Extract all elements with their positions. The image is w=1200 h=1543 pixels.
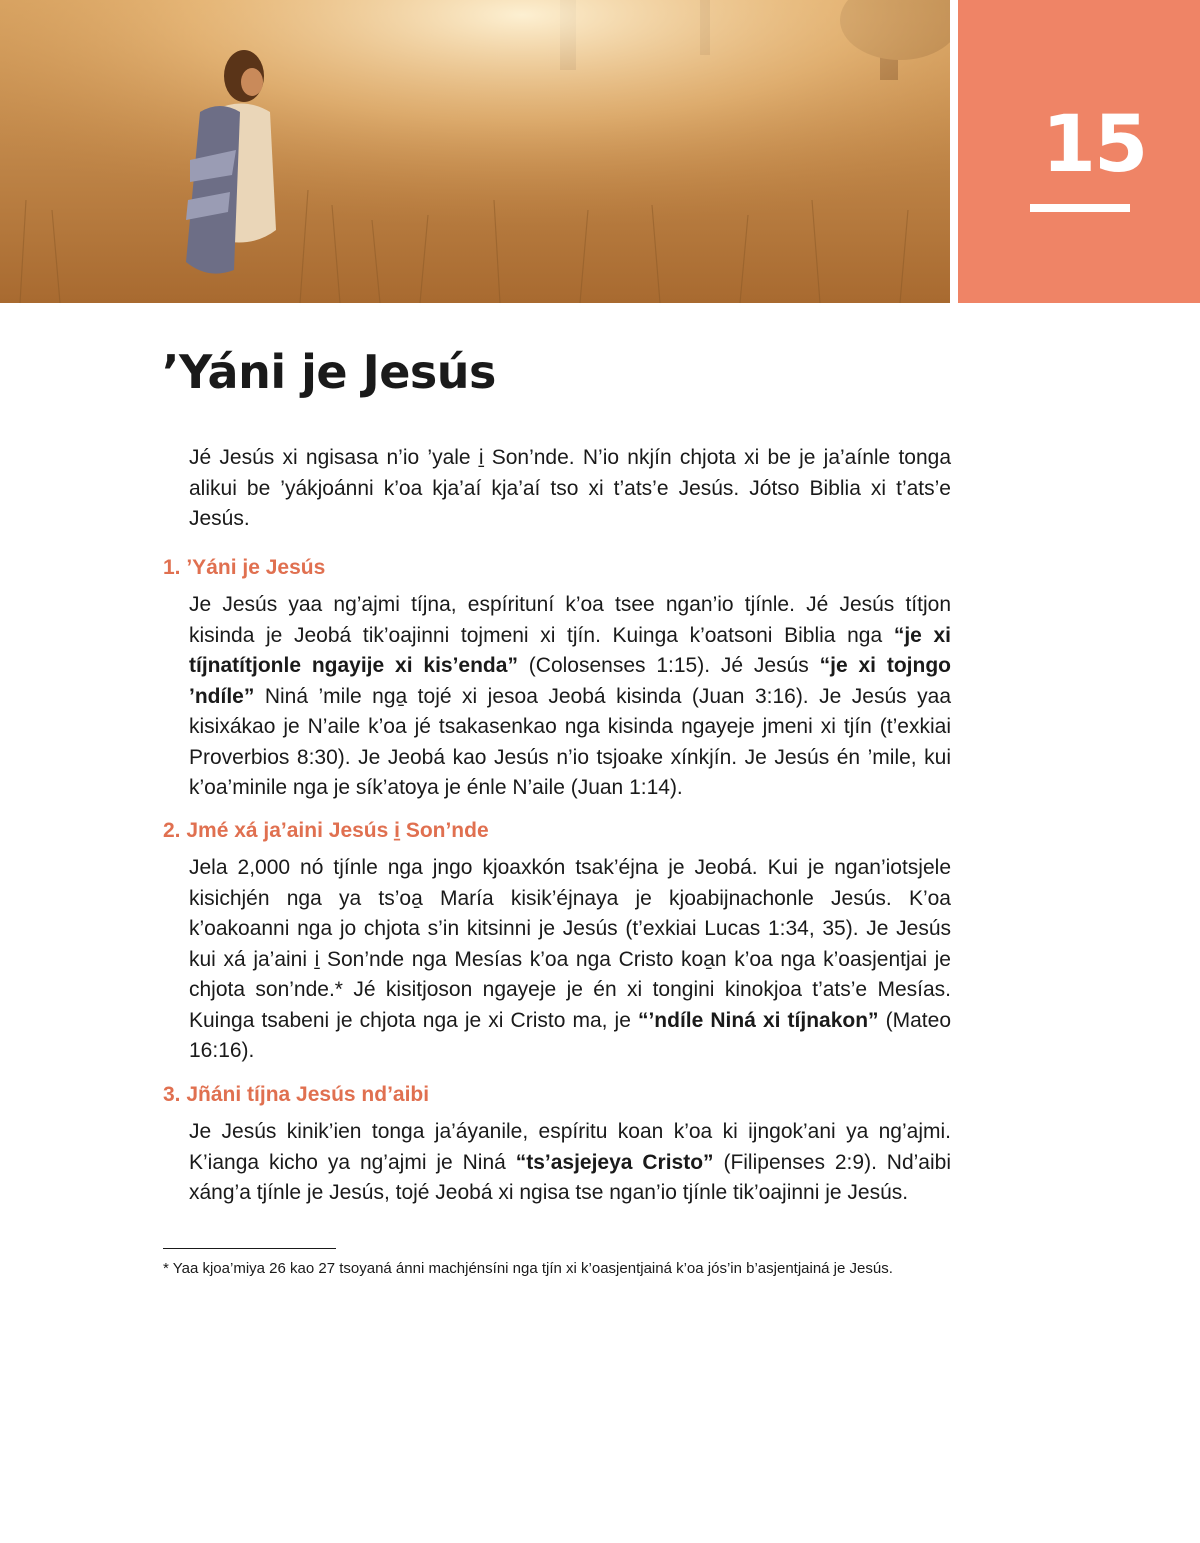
- footnote-divider: [163, 1248, 336, 1249]
- intro-paragraph: Jé Jesús xi ngisasa n’io ’yale i̱ Son’nde. N’io nkjín chjota xi be je ja’aínle tonga alikui be ’yákjoánni k’oa kja’aí kja’aí tso xi t’ats’e Jesús. Jótso Biblia xi t’ats’e Jesús.: [189, 446, 951, 530]
- section-3-paragraph: Je Jesús kinik’ien tonga ja’áyanile, espíritu koan k’oa ki ijngok’ani ya ng’ajmi. K’ianga kicho ya ng’ajmi je Niná “ts’asjejeya Cristo” (Filipenses 2:9). Nd’aibi xáng’a tjínle je Jesús, tojé Jeobá xi ngisa tse ngan’io tjínle tik’oajinni je Jesús.: [189, 1120, 951, 1204]
- section-1-paragraph: Je Jesús yaa ng’ajmi tíjna, espírituní k’oa tsee ngan’io tjínle. Jé Jesús títjon kisinda je Jeobá tik’oajinni tojmeni xi tjín. Kuinga k’oatsoni Biblia nga “je xi tíjnatítjonle ngayije xi kis’enda” (Colosenses 1:15). Jé Jesús “je xi tojngo ’ndíle” Niná ’mile nga̱ tojé xi jesoa Jeobá kisinda (Juan 3:16). Je Jesús yaa kisixákao je N’aile k’oa jé tsakasenkao nga kisinda ngayeje jmeni xi tjín (t’exkiai Proverbios 8:30). Je Jeobá kao Jesús n’io tsjoake xínkjín. Je Jesús én ’mile, kui k’oa’minile nga je sík’atoya je énle N’aile (Juan 1:14).: [189, 593, 951, 799]
- section-2-paragraph: Jela 2,000 nó tjínle nga jngo kjoaxkón tsak’éjna je Jeobá. Kui je ngan’iotsjele kisichjén nga ya ts’oa̱ María kisik’éjnaya je kjoabijnachonle Jesús. K’oa k’oakoanni nga jo chjota s’in kitsinni je Jesús (t’exkiai Lucas 1:34, 35). Je Jesús kui xá ja’aini i̱ Son’nde nga Mesías k’oa nga Cristo koa̱n k’oa nga k’oasjentjai je chjota son’nde.* Jé kisitjoson ngayeje je én xi tongini kinokjoa t’ats’e Mesías. Kuinga tsabeni je chjota nga je xi Cristo ma, je “’ndíle Niná xi tíjnakon” (Mateo 16:16).: [189, 856, 951, 1062]
- chapter-number: 15: [1041, 100, 1147, 190]
- footnote: * Yaa kjoa’miya 26 kao 27 tsoyaná ánni machjénsíni nga tjín xi k’oasjentjainá k’oa jós’in b’asjentjainá je Jesús.: [163, 1260, 893, 1277]
- chapter-rule: [1030, 204, 1130, 212]
- section-heading-3: 3. Jñáni tíjna Jesús nd’aibi: [163, 1083, 430, 1106]
- field-illustration: [0, 0, 950, 303]
- section-heading-1: 1. ’Yáni je Jesús: [163, 556, 326, 579]
- chapter-badge: [958, 0, 1200, 303]
- section-heading-2: 2. Jmé xá ja’aini Jesús i̱ Son’nde: [163, 819, 489, 842]
- hero-image: [0, 0, 950, 303]
- page-title: ’Yáni je Jesús: [162, 345, 496, 399]
